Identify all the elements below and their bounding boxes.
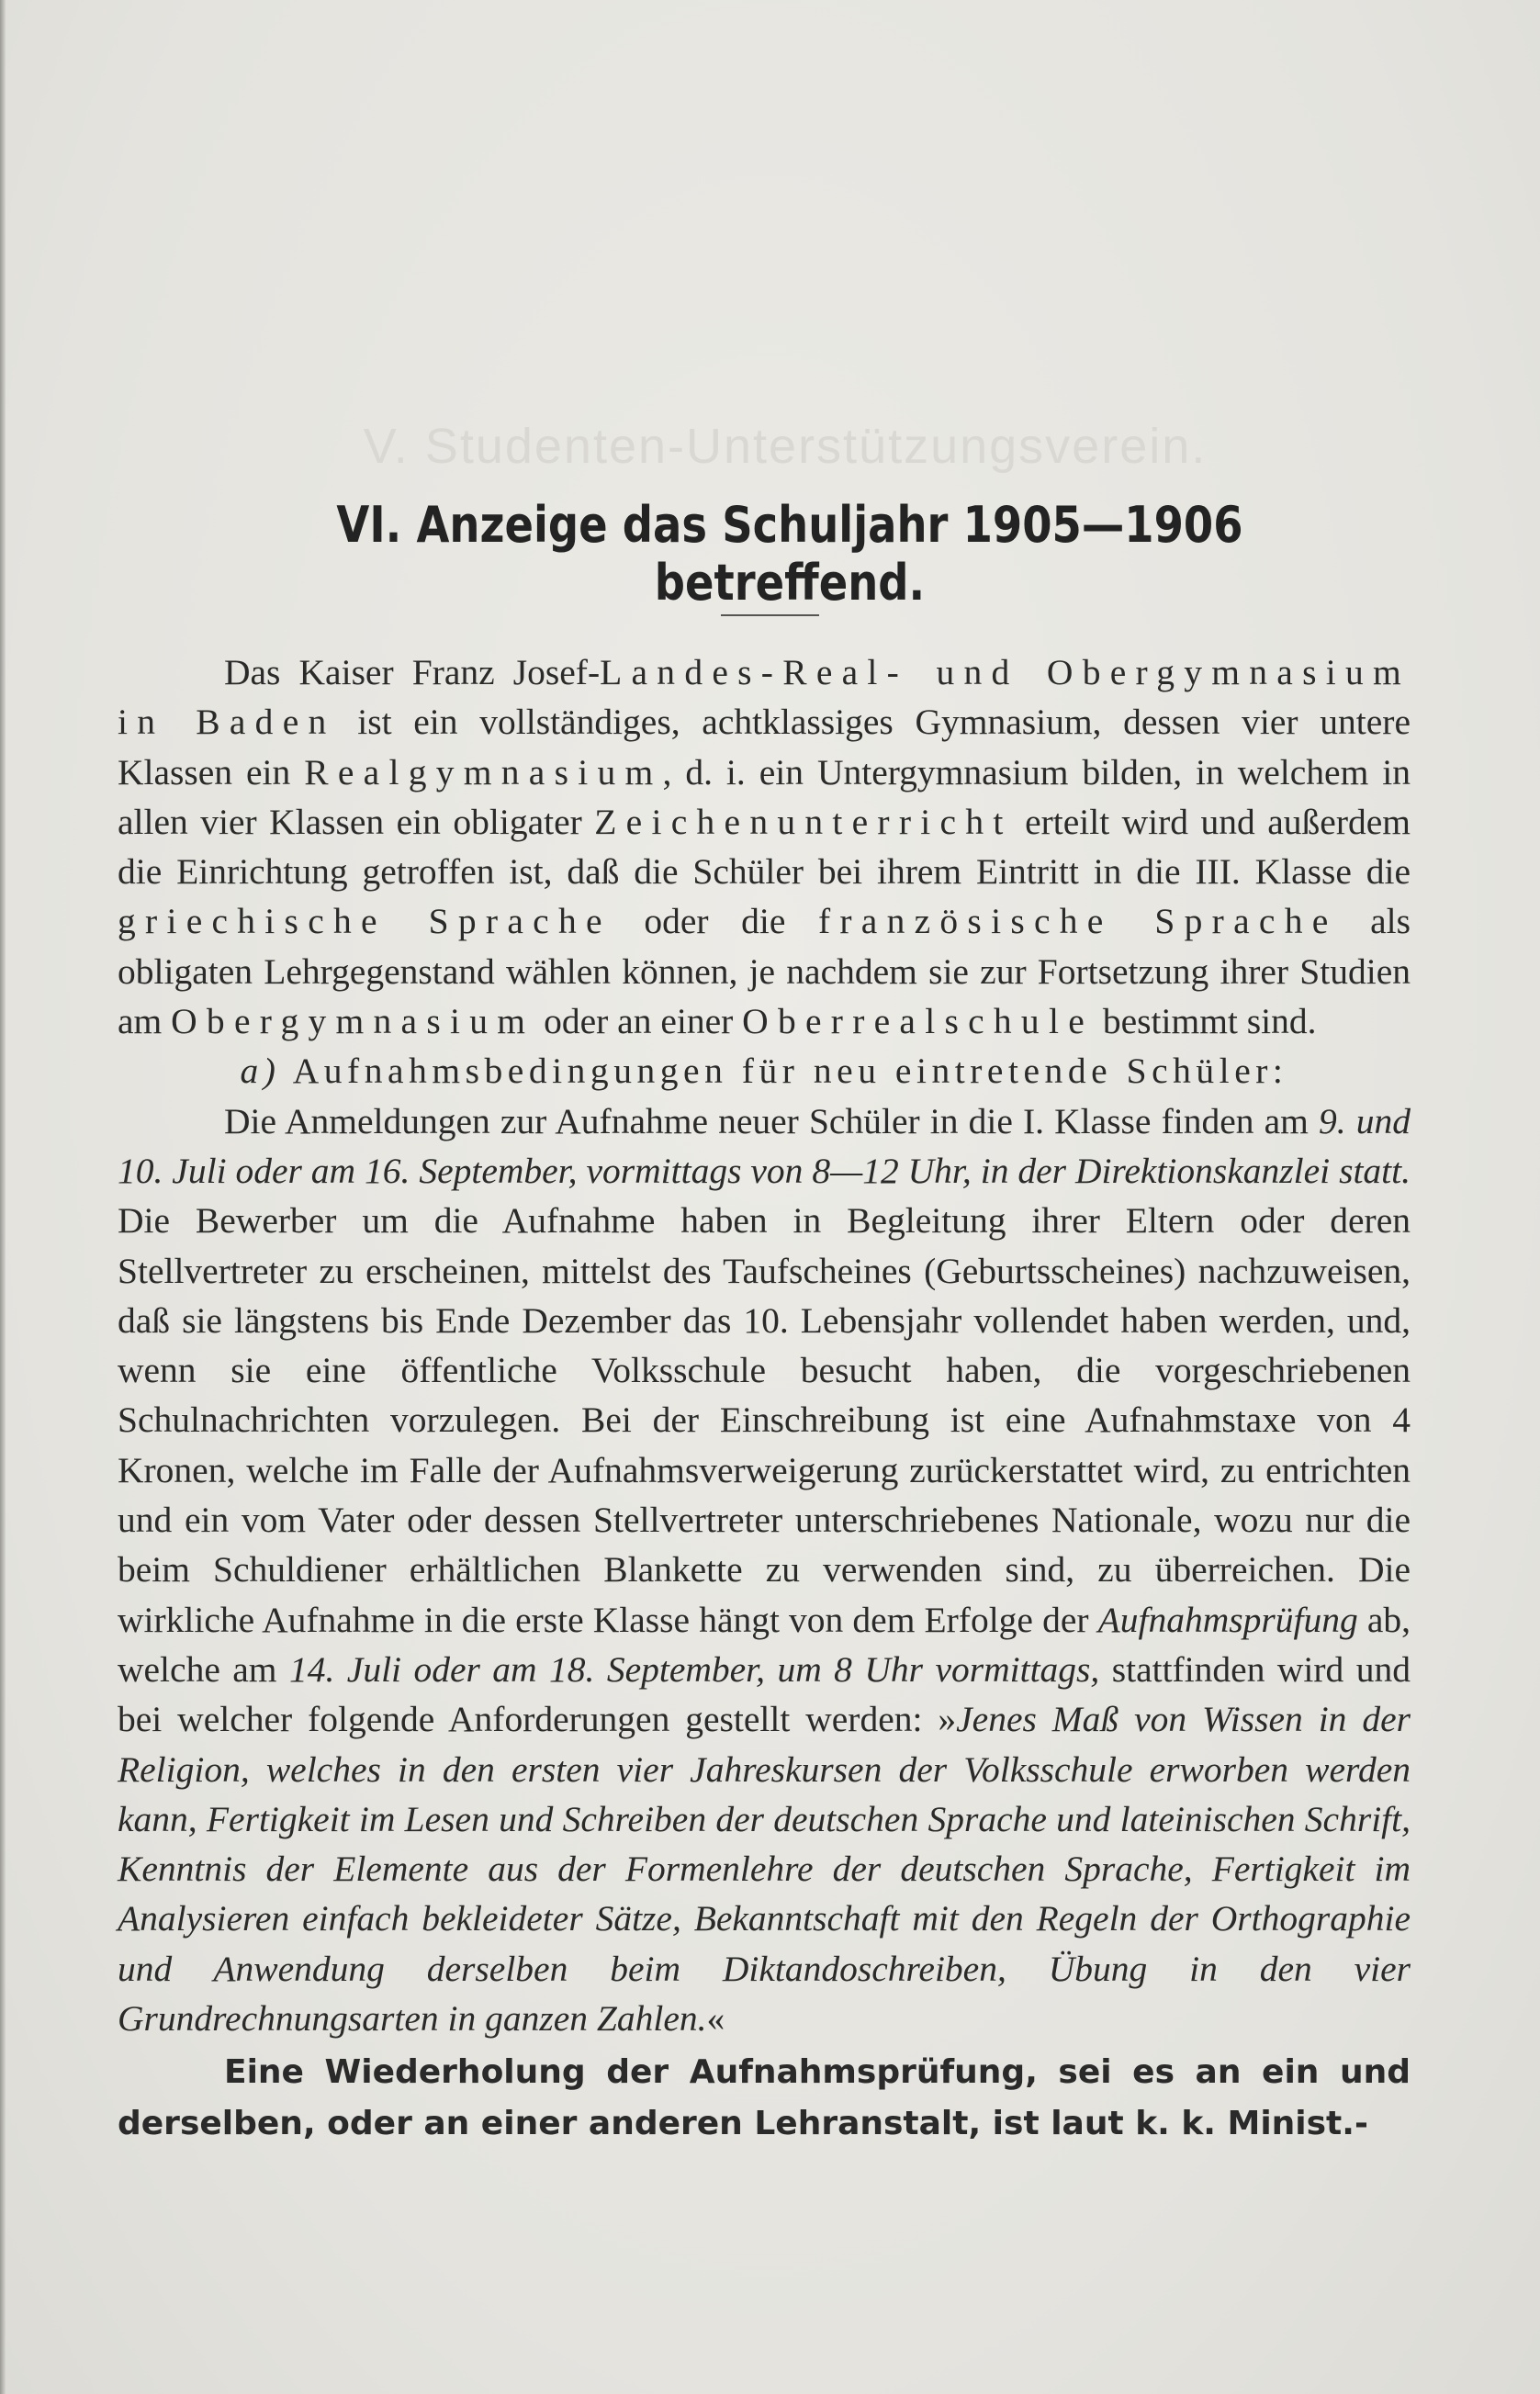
title-divider xyxy=(721,614,819,616)
section-title: VI. Anzeige das Schuljahr 1905—1906 betreffend. xyxy=(336,496,1243,612)
page-edge xyxy=(0,0,6,2394)
admission-paragraph xyxy=(118,1096,1411,2044)
intro-paragraph xyxy=(118,647,1411,1046)
intro-text: Das Kaiser Franz Josef- xyxy=(224,652,601,692)
admission-text: ab, welche am xyxy=(118,1599,1411,1690)
admission-text: Die Bewerber um die Aufnahme haben in Begleitung ihrer Eltern oder deren Stellvertreter zu erscheinen, mittelst des Taufscheines (Geburtsscheines) nachzuweisen, daß sie längstens bis Ende Dezember das 10. Lebensjahr vollendet haben werden, und, wenn sie eine öffentliche Volksschule besucht haben, die vorgeschriebenen Schulnachrichten vorzulegen. Bei der Einschreibung ist eine Aufnahmstaxe von 4 Kronen, welche im Falle der Aufnahmsverweigerung zurückerstattet wird, zu entrichten und ein vom Vater oder dessen Stellvertreter unterschriebenes Nationale, wozu nur die beim Schuldiener erhältlichen Blankette zu verwenden sind, zu überreichen. Die wirkliche Aufnahme in die erste Klasse hängt von dem Erfolge der xyxy=(118,1200,1411,1640)
entrance-exam: Aufnahmsprüfung xyxy=(1097,1599,1358,1640)
emphasis-oberrealschule: Oberrealschule xyxy=(742,1001,1094,1042)
body-text xyxy=(118,647,1411,2150)
intro-text: , d. i. ein Untergymnasium bilden, in welchem in allen vier Klassen ein obligater xyxy=(118,751,1411,842)
bleed-through-heading: V. Studenten-Unterstützungsverein. xyxy=(363,419,1208,474)
emphasis-obergymnasium: Obergymnasium xyxy=(171,1001,535,1042)
intro-text: ist ein vollständiges, achtklassiges Gymnasium, dessen vier untere Klassen ein xyxy=(118,702,1411,792)
intro-text: oder an einer xyxy=(534,1001,743,1042)
exam-requirements: Jenes Maß von Wissen in der Religion, welches in den ersten vier Jahreskursen der Volksschule erworben werden kann, Fertigkeit im Lesen und Schreiben der deutschen Sprache und lateinischen Schrift, Kenntnis der Elemente aus der Formenlehre der deutschen Sprache, Fertigkeit im Analysieren einfach bekleideter Sätze, Bekanntschaft mit den Regeln der Orthographie und Anwendung derselben beim Diktandoschreiben, Übung in den vier Grundrechnungsarten in ganzen Zahlen. xyxy=(118,1699,1411,2040)
repeat-exam-paragraph: Eine Wiederholung der Aufnahmsprüfung, sei es an ein und derselben, oder an einer anderen Lehranstalt, ist laut k. k. Minist.- xyxy=(118,2053,1411,2143)
admission-text: stattfinden wird und bei welcher folgende Anforderungen gestellt werden: » xyxy=(118,1648,1411,1740)
closing-quote: « xyxy=(706,1998,725,2040)
emphasis-franzoesisch: französische Sprache xyxy=(817,901,1338,942)
emphasis-realgymnasium: Realgymnasium xyxy=(304,751,663,792)
caption-letter: a) xyxy=(240,1051,281,1092)
admission-text: Die Anmeldungen zur Aufnahme neuer Schüler in die I. Klasse finden am xyxy=(224,1100,1319,1141)
intro-text: oder die xyxy=(611,901,818,942)
exam-dates: 14. Juli oder am 18. September, um 8 Uhr vormittags, xyxy=(288,1648,1100,1690)
school-name: Landes-Real- und Obergymnasium in Baden xyxy=(118,652,1411,743)
intro-text: als obligaten Lehrgegenstand wählen können, je nachdem sie zur Fortsetzung ihrer Studien am xyxy=(118,901,1411,1042)
intro-text: erteilt wird und außerdem die Einrichtung getroffen ist, daß die Schüler bei ihrem Eintritt in die III. Klasse die xyxy=(118,801,1411,893)
intro-text: bestimmt sind. xyxy=(1094,1001,1317,1042)
registration-dates: 9. und 10. Juli oder am 16. September, vormittags von 8—12 Uhr, in der Direktionskanzlei statt. xyxy=(118,1100,1411,1191)
emphasis-griechisch: griechische Sprache xyxy=(118,901,612,942)
caption-text: Aufnahmsbedingungen für neu eintretende Schüler: xyxy=(280,1051,1288,1092)
emphasis-zeichenunterricht: Zeichenunterricht xyxy=(594,801,1013,842)
caption-admission-conditions xyxy=(118,1046,1411,1096)
